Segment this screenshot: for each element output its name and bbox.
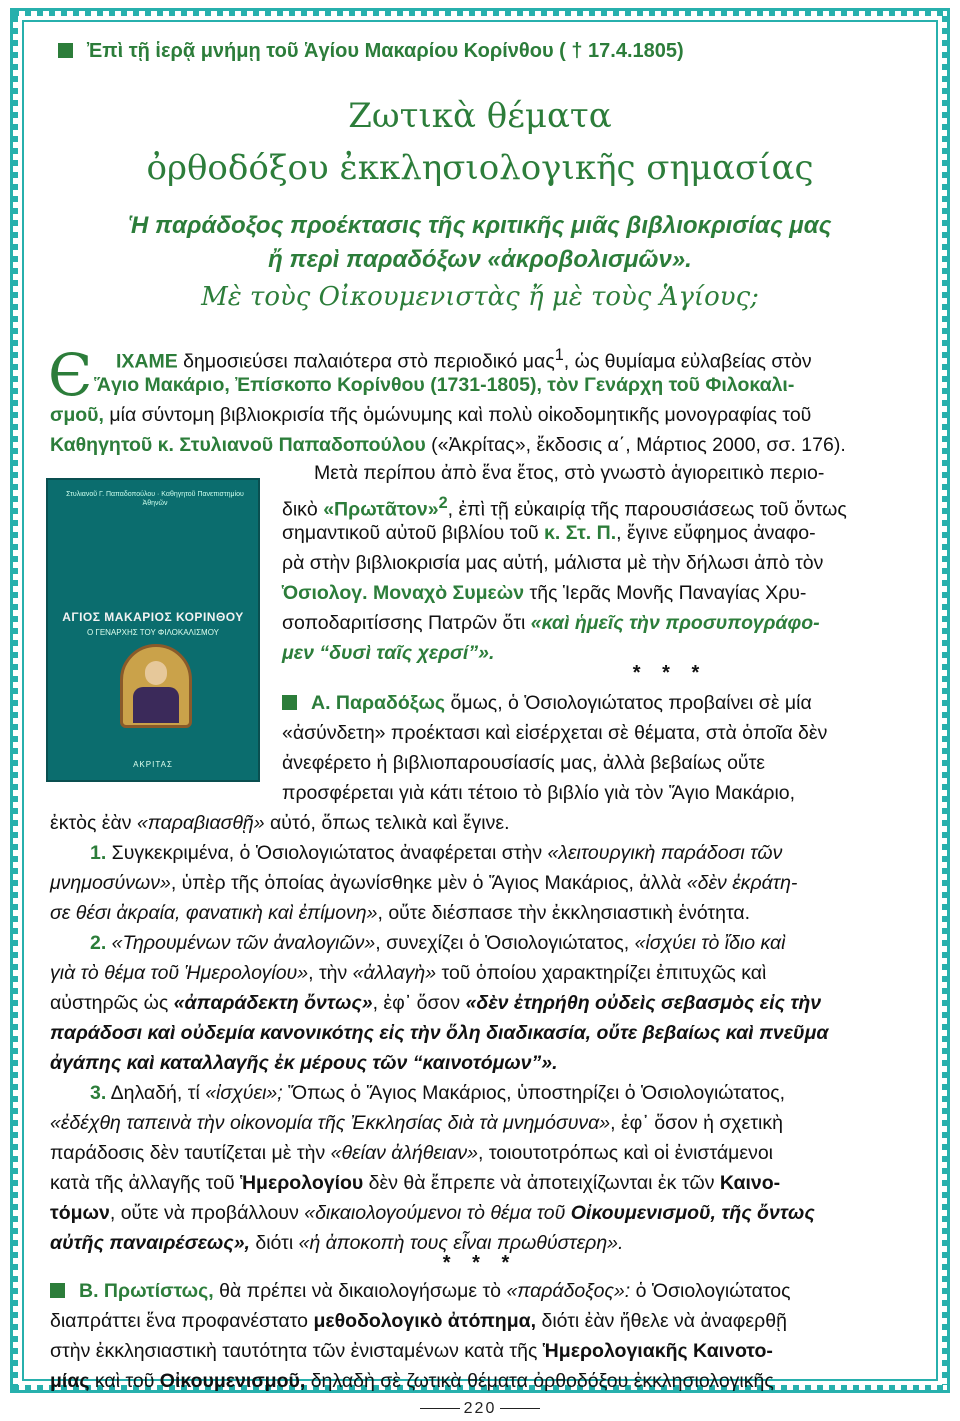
- sectionA-line5: ἐκτὸς ἐὰν «παραβιασθῇ» αὐτό, ὅπως τελικὰ καὶ ἔγινε.: [50, 812, 510, 834]
- square-bullet-icon: [282, 695, 297, 710]
- item3-line1: 3. Δηλαδή, τί «ἰσχύει»; Ὅπως ὁ Ἅγιος Μακάριος, ὑποστηρίζει ὁ Ὁσιολογιώτατος,: [90, 1082, 786, 1104]
- sectionB-line2: διαπράττει ἕνα προφανέστατο μεθοδολογικὸ ἀτόπημα, διότι ἐὰν ἤθελε νὰ ἀναφερθῇ: [50, 1310, 787, 1332]
- article-title-line2: ὀρθοδόξου ἐκκλησιολογικῆς σημασίας: [146, 148, 814, 188]
- page-number-dash-left: [420, 1408, 460, 1409]
- square-bullet-icon: [58, 43, 73, 58]
- p2-line3: σημαντικοῦ αὐτοῦ βιβλίου τοῦ κ. Στ. Π., ἔγινε εὔφημος ἀναφο-: [282, 522, 816, 544]
- article-title-line1: Ζωτικὰ θέματα: [348, 96, 612, 136]
- section-separator: * * *: [632, 662, 708, 684]
- drop-cap: Є: [48, 341, 93, 409]
- subtitle-question: Μὲ τοὺς Οἰκουμενιστὰς ἤ μὲ τοὺς Ἁγίους;: [201, 282, 759, 312]
- page-number-dash-right: [500, 1408, 540, 1409]
- subtitle-line2: ἤ περὶ παραδόξων «ἀκροβολισμῶν».: [268, 246, 692, 273]
- p2-line7: μεν “δυσὶ ταῖς χερσί”».: [282, 642, 495, 664]
- section-separator-2: * * *: [442, 1252, 518, 1274]
- page-number: [0, 1400, 960, 1418]
- item3-line2: «ἐδέχθη ταπεινὰ τὴν οἰκονομία τῆς Ἐκκλησίας διὰ τὰ μνημόσυνα», ἐφ᾽ ὅσον ἡ σχετικὴ: [50, 1112, 783, 1134]
- icon-robe: [133, 687, 179, 723]
- book-subtitle: Ο ΓΕΝΑΡΧΗΣ ΤΟΥ ΦΙΛΟΚΑΛΙΣΜΟΥ: [86, 628, 220, 637]
- icon-face: [145, 661, 167, 685]
- intro-line1: ΙΧΑΜΕ δημοσιεύσει παλαιότερα στὸ περιοδικό μας$^1$, ὡς θυμίαμα εὐλαβείας στὸν: [116, 346, 812, 373]
- item3-line3: παράδοσις δὲν ταυτίζεται μὲ τὴν «θείαν ἀλήθειαν», τοιουτοτρόπως καὶ οἱ ἐνιστάμενοι: [50, 1142, 774, 1164]
- page-number-value: 220: [463, 1400, 497, 1417]
- intro-line3: σμοῦ, μία σύντομη βιβλιοκρισία τῆς ὁμώνυμης καὶ πολὺ οἰκοδομητικῆς μονογραφίας τοῦ: [50, 404, 812, 426]
- item2-line1: 2. «Τηρουμένων τῶν ἀναλογιῶν», συνεχίζει ὁ Ὁσιολογιώτατος, «ἰσχύει τὸ ἴδιο καὶ: [90, 932, 786, 954]
- book-publisher: ΑΚΡΙΤΑΣ: [133, 760, 173, 769]
- item2-line5: ἀγάπης καὶ καταλλαγῆς ἐκ μέρους τῶν “καινοτόμων”».: [50, 1052, 558, 1074]
- sectionB-line3: στὴν ἐκκλησιαστικὴ ταυτότητα τῶν ἐνισταμένων κατὰ τῆς Ἡμερολογιακῆς Καινοτο-: [50, 1340, 773, 1362]
- item2-line3: αὐστηρῶς ὡς «ἀπαράδεκτη ὄντως», ἐφ᾽ ὅσον «δὲν ἐτηρήθη οὐδεὶς σεβασμὸς εἰς τὴν: [50, 992, 822, 1014]
- item1-line3: σε θέσι ἀκραία, φανατικὴ καὶ ἐπίμονη», οὔτε διέσπασε τὴν ἐκκλησιαστικὴ ἑνότητα.: [50, 902, 751, 924]
- subtitle-line1: Ἡ παράδοξος προέκτασις τῆς κριτικῆς μιᾶς βιβλιοκρισίας μας: [128, 212, 832, 239]
- dedication-text: Ἐπὶ τῇ ἱερᾷ μνήμῃ τοῦ Ἁγίου Μακαρίου Κορίνθου ( † 17.4.1805): [87, 40, 684, 62]
- intro-line2: Ἅγιο Μακάριο, Ἐπίσκοπο Κορίνθου (1731-1805), τὸν Γενάρχη τοῦ Φιλοκαλι-: [94, 374, 795, 396]
- item2-line2: γιὰ τὸ θέμα τοῦ Ἡμερολογίου», τὴν «ἀλλαγὴ» τοῦ ὁποίου χαρακτηρίζει ἐπιτυχῶς καὶ: [50, 962, 767, 984]
- p2-line2: δικὸ «Πρωτᾶτον»$^2$, ἐπὶ τῇ εὐκαιρίᾳ τῆς παρουσιάσεως τοῦ ὄντως: [282, 494, 847, 521]
- item2-line4: παράδοσι καὶ οὐδεμία κανονικότης εἰς τὴν ὅλη διαδικασία, οὔτε βεβαίως καὶ πνεῦμα: [50, 1022, 829, 1044]
- book-cover-image: [46, 478, 260, 782]
- sectionA-line2: «ἀσύνδετη» προέκτασι καὶ εἰσέρχεται σὲ θέματα, στὰ ὁποῖα δὲν: [282, 722, 828, 744]
- item1-line1: 1. Συγκεκριμένα, ὁ Ὁσιολογιώτατος ἀναφέρεται στὴν «λειτουργικὴ παράδοσι τῶν: [90, 842, 783, 864]
- item3-line6: αὐτῆς παναιρέσεως», διότι «ἡ ἀποκοπὴ τους εἶναι πρωθύστερη».: [50, 1232, 624, 1254]
- sectionB-line1: Β. Πρωτίστως, θὰ πρέπει νὰ δικαιολογήσωμε τὸ «παράδοξος»: ὁ Ὁσιολογιώτατος: [50, 1276, 791, 1306]
- p2-line1: Μετὰ περίπου ἀπὸ ἕνα ἔτος, στὸ γνωστὸ ἁγιορειτικὸ περιο-: [314, 462, 825, 484]
- dedication-header: [58, 40, 684, 63]
- sectionB-line4: μίας καὶ τοῦ Οἰκουμενισμοῦ, δηλαδὴ σὲ ζωτικὰ θέματα ὀρθοδόξου ἐκκλησιολογικῆς: [50, 1370, 774, 1392]
- book-title: ΑΓΙΟΣ ΜΑΚΑΡΙΟΣ ΚΟΡΙΝΘΟΥ: [62, 610, 244, 624]
- item3-line5: τόμων, οὔτε νὰ προβάλλουν «δικαιολογούμενοι τὸ θέμα τοῦ Οἰκουμενισμοῦ, τῆς ὄντως: [50, 1202, 815, 1224]
- p2-line5: Ὁσιολογ. Μοναχὸ Συμεὼν τῆς Ἱερᾶς Μονῆς Παναγίας Χρυ-: [282, 582, 807, 604]
- p2-line4: ρὰ στὴν βιβλιοκρισία μας αὐτή, μάλιστα μὲ τὴν δήλωσι ἀπὸ τὸν: [282, 552, 824, 574]
- item3-line4: κατὰ τῆς ἀλλαγῆς τοῦ Ἡμερολογίου δὲν θὰ ἔπρεπε νὰ ἀποτειχίζωνται ἐκ τῶν Καινο-: [50, 1172, 781, 1194]
- book-author-line: Στυλιανοῦ Γ. Παπαδοπούλου · Καθηγητοῦ Πανεπιστημίου Ἀθηνῶν: [66, 491, 244, 507]
- sectionA-line1: Α. Παραδόξως ὅμως, ὁ Ὁσιολογιώτατος προβαίνει σὲ μία: [282, 688, 812, 718]
- intro-line4: Καθηγητοῦ κ. Στυλιανοῦ Παπαδοπούλου («Ἀκρίτας», ἔκδοσις α΄, Μάρτιος 2000, σσ. 176).: [50, 434, 846, 456]
- saint-icon: [120, 644, 192, 728]
- item1-line2: μνημοσύνων», ὑπὲρ τῆς ὁποίας ἀγωνίσθηκε μὲν ὁ Ἅγιος Μακάριος, ἀλλὰ «δὲν ἐκράτη-: [50, 872, 798, 894]
- sectionA-line4: προσφέρεται γιὰ κάτι τέτοιο τὸ βιβλίο γιὰ τὸν Ἅγιο Μακάριο,: [282, 782, 796, 804]
- p2-line6: σοποδαριτίσσης Πατρῶν ὅτι «καὶ ἡμεῖς τὴν προσυπογράφο-: [282, 612, 820, 634]
- square-bullet-icon: [50, 1283, 65, 1298]
- sectionA-line3: ἀνεφέρετο ἡ βιβλιοπαρουσίασίς μας, ἀλλὰ βεβαίως οὔτε: [282, 752, 765, 774]
